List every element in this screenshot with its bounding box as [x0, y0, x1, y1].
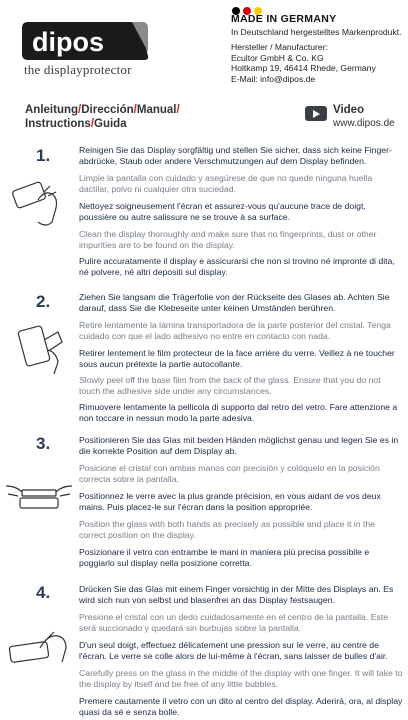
guide-title-fr: Instructions	[25, 117, 91, 130]
manufacturer-line: Holtkamp 19, 46414 Rhede, Germany	[231, 63, 376, 74]
step-number: 2.	[36, 292, 51, 311]
step3-text-en: Position the glass with both hands as precisely as possible and place it in the correct position on the display.	[79, 519, 376, 540]
title-separator: /	[176, 104, 180, 116]
step3-text-de: Positionieren Sie das Glas mit beiden Händen möglichst genau und legen Sie es in die korrekte Position auf dem Display ab.	[79, 435, 399, 456]
step1-text-de: Reinigen Sie das Display sorgfältig und stellen Sie sicher, dass sich keine Finger-abdrücke, Staub oder andere Verschmutzungen auf dem Display befinden.	[79, 145, 392, 166]
title-separator: /	[78, 104, 82, 116]
manufacturer-block	[231, 42, 376, 84]
guide-title-en1: Manual	[136, 104, 177, 116]
manufacturer-line: Hersteller / Manufacturer:	[231, 42, 328, 52]
step2-text-es: Retire lentamente la lámina transportadora de la parte posterior del cristal. Tenga cuidado con que el lado adhesivo no entre en contacto con nada.	[79, 320, 391, 341]
step4-text-es: Presione el cristal con un dedo cuidadosamente en el centro de la pantalla. Este será succionado y quedará sin burbujas sobre la pantalla.	[79, 612, 389, 633]
step1-text-it: Pulire accuratamente il display e assicurarsi che non si trovino né impronte di dita, né polvere, né altri depositi sul display.	[79, 256, 395, 277]
manufacturer-line: Ecultor GmbH & Co. KG	[231, 52, 324, 63]
step-number: 1.	[36, 146, 51, 165]
step2-text-fr: Retirer lentement le film protecteur de la face arrière du verre. Veillez à ne toucher sous aucun prétexte la partie autocollante.	[79, 348, 395, 369]
press-glass-illustration	[6, 622, 72, 682]
step2-text-de: Ziehen Sie langsam die Trägerfolie von der Rückseite des Glases ab. Achten Sie darauf, dass Sie die Klebeseite unter keinen Umständen berühren.	[79, 292, 390, 313]
guide-title-de: Anleitung	[25, 104, 79, 116]
guide-title-it: Guida	[94, 117, 127, 130]
step2-text-en: Slowly peel off the base film from the back of the glass. Ensure that you do not touch the adhesive side under any circumstances.	[79, 375, 381, 396]
manufacturer-line: E-Mail: info@dipos.de	[231, 73, 316, 84]
guide-title-es: Dirección	[81, 104, 134, 116]
made-subtitle: In Deutschland hergestelltes Markenprodukt.	[231, 27, 402, 37]
step4-text-de: Drücken Sie das Glas mit einem Finger vorsichtig in der Mitte des Displays an. Es wird sich nun von selbst und blasenfrei an das Display festsaugen.	[79, 584, 394, 605]
play-icon[interactable]	[305, 106, 327, 121]
guide-title	[25, 104, 180, 131]
step2-text-it: Rimuovere lentamente la pellicola di supporto dal retro del vetro. Fare attenzione a non toccare in nessun modo la parte adesiva.	[79, 402, 398, 423]
peel-film-illustration	[10, 320, 70, 380]
step1-text-en: Clean the display thoroughly and make sure that no fingerprints, dust or other impurities are to be found on the display.	[79, 229, 377, 250]
step1-text-fr: Nettoyez soigneusement l'écran et assurez-vous qu'aucune trace de doigt, poussière ou autre salissure ne se trouve à sa surface.	[79, 201, 366, 222]
title-separator: /	[133, 104, 137, 116]
step4-text-en: Carefully press on the glass in the middle of the display with one finger. It will take to the display by itself and be free of any little bubbles.	[79, 668, 403, 689]
position-glass-illustration	[4, 468, 74, 528]
step4-text-fr: D'un seul doigt, effectuez délicatement une pression sur le verre, au centre de l'écran. Le verre se colle alors de lui-même à l'écran, sans laisser de bulles d'air.	[79, 640, 388, 661]
dipos-logo	[18, 18, 152, 62]
step-number: 3.	[36, 434, 51, 453]
made-in-germany: MADE IN GERMANY	[231, 13, 337, 25]
video-label[interactable]: Video	[333, 104, 365, 116]
svg-text:dipos: dipos	[32, 27, 104, 57]
german-flag-dots	[232, 2, 268, 10]
step3-text-it: Posizionare il vetro con entrambe le mani in maniera più precisa possibile e poggiarlo sul display nella posizione corretta.	[79, 547, 370, 568]
title-separator: /	[90, 117, 95, 130]
step4-text-it: Premere cautamente il vetro con un dito al centro del display. Aderirà, ora, al display quasi da sé e senza bolle.	[79, 696, 403, 717]
step-number: 4.	[36, 583, 51, 602]
step1-text-es: Limpie la pantalla con cuidado y asegúrese de que no quede ninguna huella dactilar, polvo ni cualquier otra suciedad.	[79, 173, 373, 194]
tagline: the displayprotector	[24, 62, 132, 77]
step3-text-fr: Positionnez le verre avec la plus grande précision, en vous aidant de vos deux mains. Puis placez-le sur l'écran dans la position appropriée.	[79, 491, 381, 512]
clean-display-illustration	[8, 172, 68, 232]
video-url-link[interactable]: www.dipos.de	[333, 118, 395, 129]
step3-text-es: Posicione el cristal con ambas manos con precisión y colóquelo en la posición correcta sobre la pantalla.	[79, 463, 380, 484]
